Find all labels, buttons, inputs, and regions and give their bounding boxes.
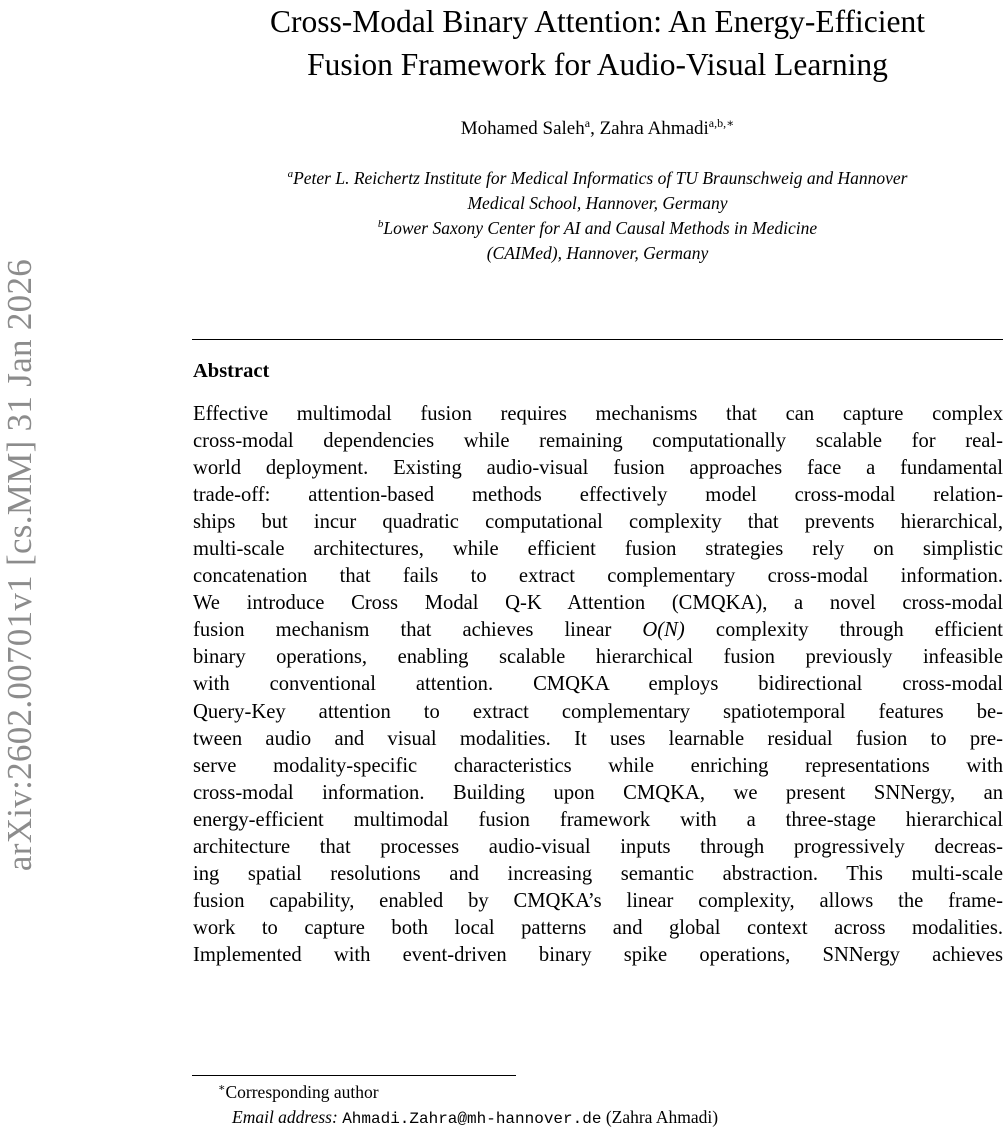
abstract-line: Query-Key attention to extract complementary spatiotemporal features be- xyxy=(193,700,1003,723)
footnote-divider xyxy=(192,1075,516,1076)
affiliation-b-mark: b xyxy=(377,218,384,230)
abstract-line: Effective multimodal fusion requires mechanisms that can capture complex xyxy=(193,403,1003,425)
header-divider xyxy=(192,339,1003,340)
author-name: Zahra Ahmadi xyxy=(599,118,709,139)
abstract-line: cross-modal dependencies while remaining computationally scalable for real- xyxy=(193,430,1003,453)
abstract-heading: Abstract xyxy=(193,360,270,382)
affiliation-b-line-2: (CAIMed), Hannover, Germany xyxy=(486,243,709,263)
affiliation-a-mark: a xyxy=(287,168,294,180)
corresponding-author-mark: ∗ xyxy=(218,1082,226,1094)
abstract-line: Implemented with event-driven binary spike operations, SNNergy achieves xyxy=(193,943,1003,966)
abstract-line: serve modality-specific characteristics while enriching representations with xyxy=(193,754,1003,777)
abstract-line: multi-scale architectures, while efficient fusion strategies rely on simplistic xyxy=(193,538,1003,561)
email-label: Email address: xyxy=(232,1107,338,1127)
author-list xyxy=(190,116,1005,142)
abstract-line: tween audio and visual modalities. It uses learnable residual fusion to pre- xyxy=(193,727,1003,750)
abstract-line: ing spatial resolutions and increasing semantic abstraction. This multi-scale xyxy=(193,862,1003,885)
corresponding-author-note: ∗Corresponding author xyxy=(218,1082,379,1102)
abstract-line: concatenation that fails to extract complementary cross-modal information. xyxy=(193,565,1003,588)
abstract-line: trade-off: attention-based methods effectively model cross-modal relation- xyxy=(193,484,1003,507)
abstract-line: with conventional attention. CMQKA employs bidirectional cross-modal xyxy=(193,673,1003,696)
abstract-line: cross-modal information. Building upon CMQKA, we present SNNergy, an xyxy=(193,781,1003,804)
affiliations xyxy=(190,166,1005,266)
paper-title-line-1: Cross-Modal Binary Attention: An Energy-Efficient xyxy=(270,4,925,39)
abstract-line: fusion capability, enabled by CMQKA’s linear complexity, allows the frame- xyxy=(193,889,1003,912)
abstract-line-with-math: fusion mechanism that achieves linear O(N) complexity through efficient xyxy=(193,619,1003,642)
email-address-link[interactable]: Ahmadi.Zahra@mh-hannover.de xyxy=(342,1110,602,1128)
author-separator: , xyxy=(590,118,600,139)
affiliation-a-line-2: Medical School, Hannover, Germany xyxy=(467,193,728,213)
abstract-line: work to capture both local patterns and global context across modalities. xyxy=(193,916,1003,939)
complexity-formula: O(N) xyxy=(642,619,685,642)
abstract-line: ships but incur quadratic computational complexity that prevents hierarchical, xyxy=(193,511,1003,534)
footnotes xyxy=(218,1080,718,1132)
author-affiliation-marks: a,b,∗ xyxy=(708,116,735,130)
abstract-line: We introduce Cross Modal Q-K Attention (CMQKA), a novel cross-modal xyxy=(193,592,1003,615)
abstract-line: binary operations, enabling scalable hierarchical fusion previously infeasible xyxy=(193,646,1003,669)
abstract-body xyxy=(193,401,1003,969)
email-owner: (Zahra Ahmadi) xyxy=(601,1107,719,1127)
abstract-line: world deployment. Existing audio-visual fusion approaches face a fundamental xyxy=(193,457,1003,480)
abstract-line: architecture that processes audio-visual inputs through progressively decreas- xyxy=(193,835,1003,858)
paper-title-line-2: Fusion Framework for Audio-Visual Learning xyxy=(307,47,888,82)
author-name: Mohamed Saleh xyxy=(460,118,585,139)
email-note xyxy=(218,1105,718,1132)
affiliation-a-line-1: $^a$Peter L. Reichertz Institute for Medical Informatics of TU Braunschweig and Hannover xyxy=(287,168,908,188)
affiliation-b-line-1: $^b$Lower Saxony Center for AI and Causal Methods in Medicine xyxy=(377,218,818,238)
paper-title xyxy=(190,0,1005,86)
abstract-line: energy-efficient multimodal fusion framework with a three-stage hierarchical xyxy=(193,808,1003,831)
author-affiliation-marks: a xyxy=(584,116,591,130)
arxiv-identifier-text: arXiv:2602.00701v1 [cs.MM] 31 Jan 2026 xyxy=(0,258,39,872)
